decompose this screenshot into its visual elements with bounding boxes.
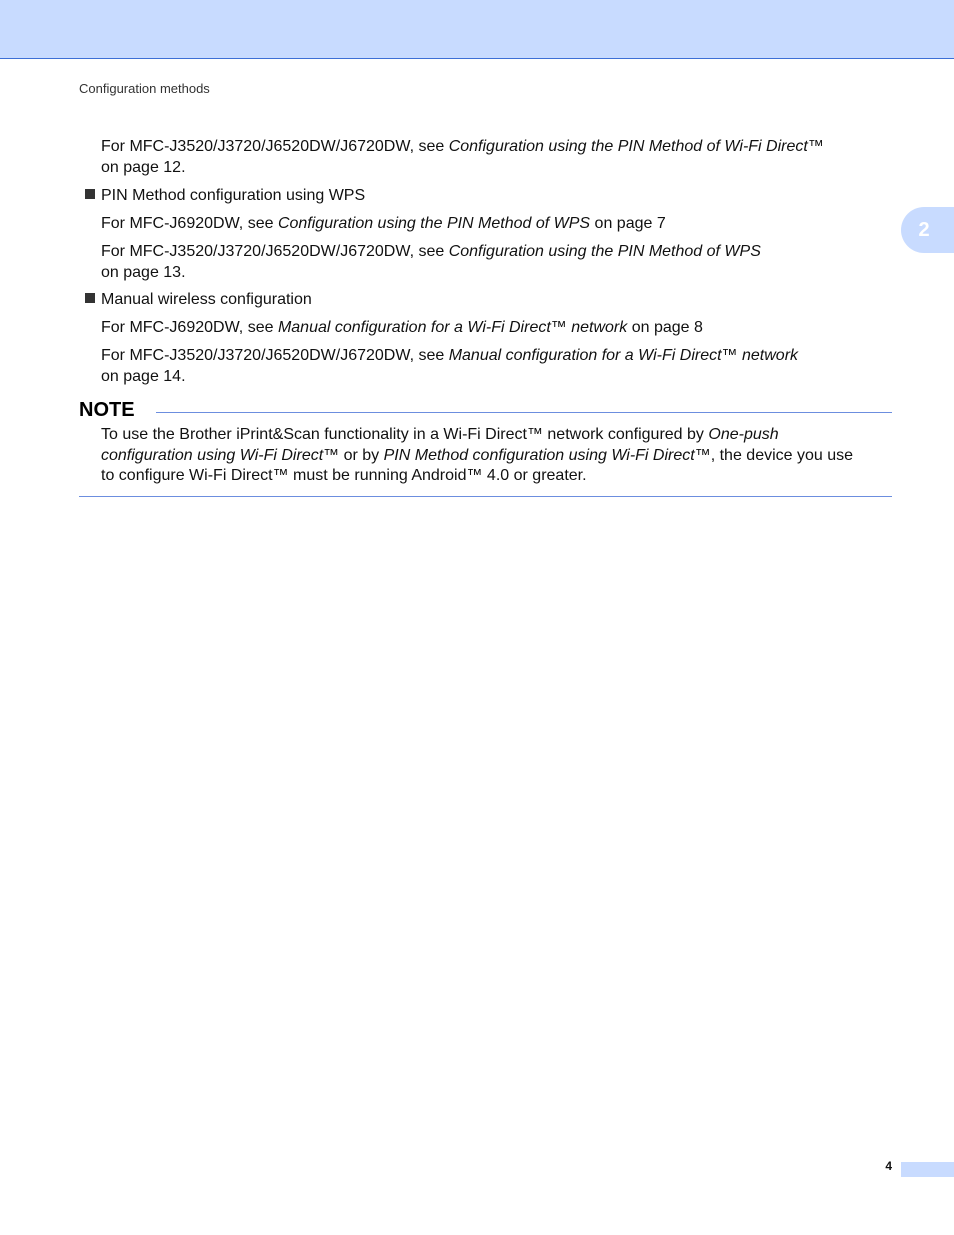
- bullet-label: PIN Method configuration using WPS: [101, 187, 366, 204]
- note-divider-bottom: [79, 496, 892, 497]
- page-reference: on page 14.: [101, 367, 186, 385]
- section-header: Configuration methods: [79, 81, 210, 96]
- footer-bar: [901, 1162, 954, 1177]
- cross-reference-link[interactable]: Manual configuration for a Wi-Fi Direct™ network: [277, 319, 628, 336]
- paragraph-text: For MFC-J3520/J3720/J6520DW/J6720DW, see: [101, 138, 449, 155]
- paragraph-manual-j6920: [101, 318, 891, 339]
- cross-reference-link[interactable]: Configuration using the PIN Method of WPS: [277, 215, 591, 232]
- paragraph-text: For MFC-J6920DW, see: [101, 319, 278, 336]
- top-header-band: [0, 0, 954, 59]
- cross-reference-link[interactable]: Manual configuration for a Wi-Fi Direct™ network: [448, 347, 799, 364]
- bullet-pin-wps: [85, 186, 365, 207]
- paragraph-text: For MFC-J3520/J3720/J6520DW/J6720DW, see: [101, 243, 449, 260]
- note-text: or by: [339, 446, 384, 464]
- bullet-square-icon: [85, 293, 95, 303]
- chapter-number: 2: [918, 219, 930, 241]
- page-reference: on page 7: [590, 215, 666, 232]
- paragraph-text: For MFC-J6920DW, see: [101, 215, 278, 232]
- page-number: 4: [885, 1159, 892, 1173]
- note-text: To use the Brother iPrint&Scan functionality in a Wi-Fi Direct™ network configured by: [101, 426, 709, 443]
- note-cross-reference[interactable]: One-push: [708, 426, 779, 443]
- page-reference: on page 13.: [101, 263, 186, 281]
- paragraph-wps-j3520: [101, 242, 891, 283]
- cross-reference-link[interactable]: Configuration using the PIN Method of Wi-Fi Direct™: [448, 138, 824, 155]
- bullet-manual-wireless: [85, 290, 312, 311]
- note-cross-reference[interactable]: PIN Method configuration using Wi-Fi Direct™: [383, 446, 711, 464]
- note-divider-top: [156, 412, 892, 413]
- paragraph-pin-wifi-direct: [101, 137, 891, 178]
- page-reference: on page 12.: [101, 158, 186, 176]
- cross-reference-link[interactable]: Configuration using the PIN Method of WPS: [448, 243, 761, 260]
- paragraph-wps-j6920: [101, 214, 891, 235]
- note-title: NOTE: [79, 399, 135, 421]
- bullet-label: Manual wireless configuration: [101, 291, 312, 308]
- page-reference: on page 8: [627, 319, 703, 336]
- note-cross-reference[interactable]: configuration using Wi-Fi Direct™: [101, 446, 340, 464]
- bullet-square-icon: [85, 189, 95, 199]
- note-text: , the device you use: [710, 446, 854, 464]
- paragraph-text: For MFC-J3520/J3720/J6520DW/J6720DW, see: [101, 347, 449, 364]
- chapter-tab: [901, 207, 954, 253]
- note-body: [101, 425, 893, 487]
- note-text: to configure Wi-Fi Direct™ must be running Android™ 4.0 or greater.: [101, 467, 587, 484]
- paragraph-manual-j3520: [101, 346, 891, 387]
